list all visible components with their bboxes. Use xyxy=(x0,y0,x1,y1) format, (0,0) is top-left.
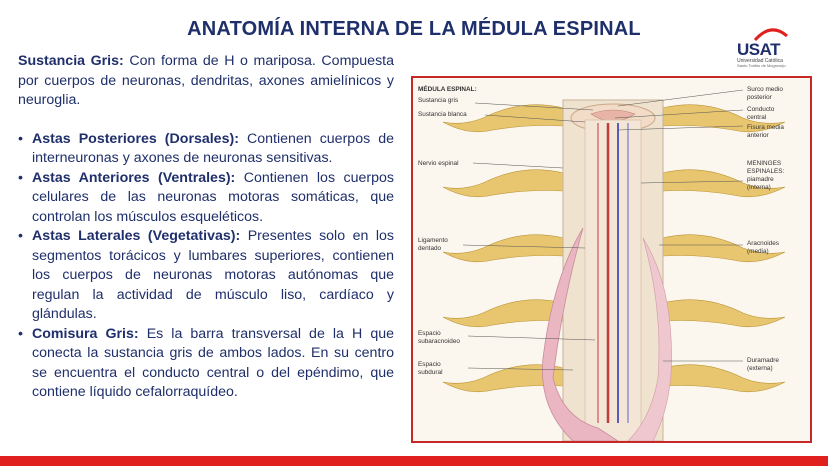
bullet-text: Contienen los cuerpos celulares de las neuronas motoras somáticas, que controlan los músculos esqueléticos. xyxy=(32,169,394,225)
usat-logo xyxy=(735,26,805,68)
bullet-term: Astas Posteriores (Dorsales): xyxy=(32,130,239,147)
intro-text: Con forma de H o mariposa. Compuesta por cuerpos de neuronas, dendritas, axones amielínicos y neuroglia. xyxy=(18,53,394,108)
label-nervio-espinal: Nervio espinal xyxy=(418,160,459,167)
label-ligamento-dentado: Ligamento dentado xyxy=(418,237,448,252)
text-column xyxy=(18,52,394,403)
label-duramadre: Duramadre (externa) xyxy=(747,357,779,372)
label-medula-espinal: MÉDULA ESPINAL: xyxy=(418,86,477,93)
intro-term: Sustancia Gris: xyxy=(18,53,124,69)
label-piamadre: piamadre (interna) xyxy=(747,176,774,191)
bullet-term: Astas Laterales (Vegetativas): xyxy=(32,228,241,244)
bullet-astas-posteriores xyxy=(18,130,394,169)
intro-paragraph xyxy=(18,52,394,111)
label-aracnoides: Aracnoides (media) xyxy=(747,240,779,255)
label-espacio-subdural: Espacio subdural xyxy=(418,361,443,376)
label-sustancia-gris: Sustancia gris xyxy=(418,97,459,104)
label-surco-medio: Surco medio posterior xyxy=(747,86,783,101)
label-conducto-central: Conducto central xyxy=(747,106,775,121)
label-meninges: MENINGES ESPINALES: xyxy=(747,160,785,175)
bullet-term: Astas Anteriores (Ventrales): xyxy=(32,169,236,186)
bullet-text: Contienen cuerpos de interneuronas y axones de neuronas sensitivas. xyxy=(32,130,395,166)
bullet-text: Es la barra transversal de la H que conecta la sustancia gris de ambos lados. En su centro se encuentra el conducto central o del epéndimo, que contiene líquido cefalorraquídeo. xyxy=(32,325,394,400)
logo-wordmark: USAT xyxy=(737,40,781,59)
bullet-astas-laterales xyxy=(18,227,394,325)
label-fisura-media: Fisura media anterior xyxy=(747,124,784,139)
page-title: ANATOMÍA INTERNA DE LA MÉDULA ESPINAL xyxy=(187,18,641,40)
label-espacio-subaracnoideo: Espacio subaracnoideo xyxy=(418,330,460,345)
bullet-list xyxy=(18,130,394,403)
bullet-comisura-gris xyxy=(18,325,394,403)
label-sustancia-blanca: Sustancia blanca xyxy=(418,111,467,118)
logo-subtitle: Universidad Católica xyxy=(737,58,783,64)
bullet-text: Presentes solo en los segmentos torácicos y lumbares superiores, contienen los cuerpos de neuronas motoras autónomas que regulan la actividad de músculo liso, cardíaco y glándulas. xyxy=(32,228,395,322)
bullet-astas-anteriores xyxy=(18,169,394,228)
bullet-term: Comisura Gris: xyxy=(32,325,139,342)
logo-tagline: Santo Toribio de Mogrovejo xyxy=(737,63,786,68)
footer-accent-bar xyxy=(0,456,828,466)
spinal-cord-illustration xyxy=(411,76,812,443)
